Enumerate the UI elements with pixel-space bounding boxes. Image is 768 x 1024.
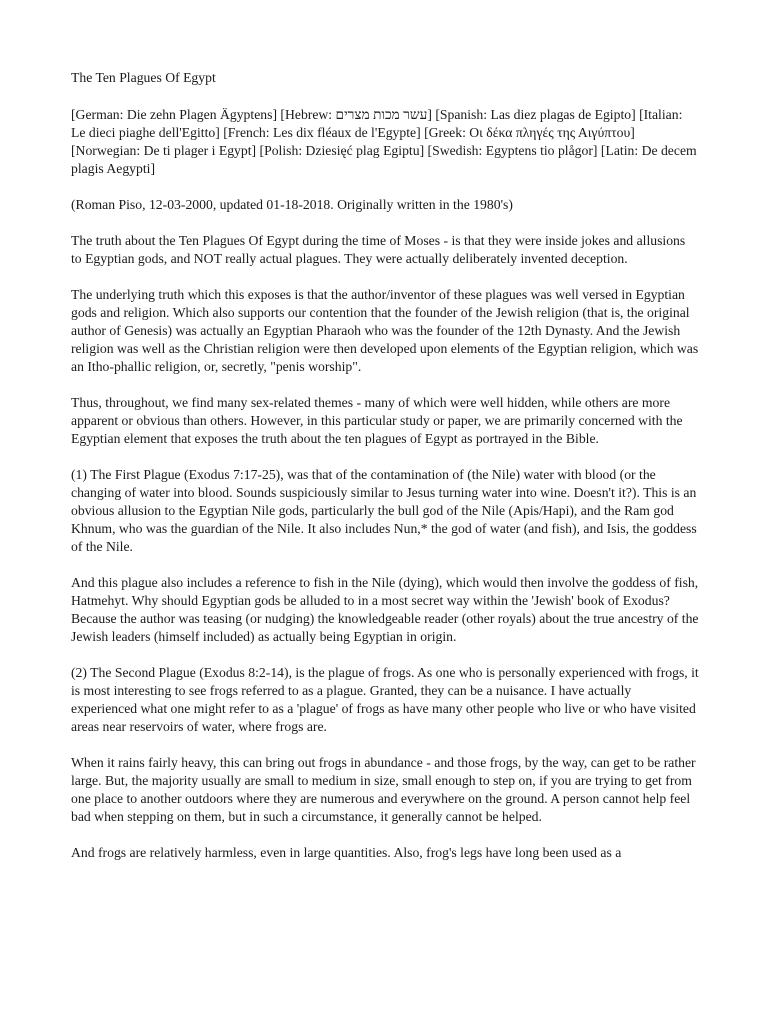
document-title: The Ten Plagues Of Egypt bbox=[71, 70, 216, 85]
body-paragraph: The truth about the Ten Plagues Of Egypt during the time of Moses - is that they were inside jokes and allusions to Egyptian gods, and NOT really actual plagues. They were actually deliberately invented deception. bbox=[71, 233, 686, 266]
body-paragraph: (2) The Second Plague (Exodus 8:2-14), is the plague of frogs. As one who is personally experienced with frogs, it is most interesting to see frogs referred to as a plague. Granted, they can be a nuisance. I have actually experienced what one might refer to as a 'plague' of frogs as have many other people who live or who have visited areas near reservoirs of water, where frogs are. bbox=[71, 665, 699, 734]
translations-paragraph: [German: Die zehn Plagen Ägyptens] [Hebrew: עשר מכות מצרים] [Spanish: Las diez plagas de Egipto] [Italian: Le dieci piaghe dell'Egitto] [French: Les dix fléaux de l'Egypte] [Greek: Οι δέκα πληγές της Αιγύπτου] [Norwegian: De ti plager i Egypt] [Polish: Dziesięć plag Egiptu] [Swedish: Egyptens tio plågor] [Latin: De decem plagis Aegypti] bbox=[71, 107, 697, 176]
body-paragraph: Thus, throughout, we find many sex-related themes - many of which were well hidden, while others are more apparent or obvious than others. However, in this particular study or paper, we are primarily concerned with the Egyptian element that exposes the truth about the ten plagues of Egypt as portrayed in the Bible. bbox=[71, 395, 683, 446]
body-paragraph: When it rains fairly heavy, this can bring out frogs in abundance - and those frogs, by the way, can get to be rather large. But, the majority usually are small to medium in size, small enough to step on, if you are trying to get from one place to another outdoors where they are numerous and everywhere on the ground. A person cannot help feel bad when stepping on them, but in such a circumstance, it generally cannot be helped. bbox=[71, 755, 696, 824]
byline-paragraph: (Roman Piso, 12-03-2000, updated 01-18-2018. Originally written in the 1980's) bbox=[71, 197, 513, 212]
document-page bbox=[71, 69, 699, 880]
body-paragraph: (1) The First Plague (Exodus 7:17-25), was that of the contamination of (the Nile) water with blood (or the changing of water into blood. Sounds suspiciously similar to Jesus turning water into wine. Doesn't it?). This is an obvious allusion to the Egyptian Nile gods, particularly the bull god of the Nile (Apis/Hapi), and the Ram god Khnum, who was the guardian of the Nile. It also includes Nun,* the god of water (and fish), and Isis, the goddess of the Nile. bbox=[71, 467, 697, 554]
body-paragraph: And frogs are relatively harmless, even in large quantities. Also, frog's legs have long been used as a bbox=[71, 845, 622, 860]
body-paragraph: And this plague also includes a reference to fish in the Nile (dying), which would then involve the goddess of fish, Hatmehyt. Why should Egyptian gods be alluded to in a most secret way within the 'Jewish' book of Exodus? Because the author was teasing (or nudging) the knowledgeable reader (other royals) about the true ancestry of the Jewish leaders (himself included) as actually being Egyptian in origin. bbox=[71, 575, 699, 644]
body-paragraph: The underlying truth which this exposes is that the author/inventor of these plagues was well versed in Egyptian gods and religion. Which also supports our contention that the founder of the Jewish religion (that is, the original author of Genesis) was actually an Egyptian Pharaoh who was the founder of the 12th Dynasty. And the Jewish religion was well as the Christian religion were then developed upon elements of the Egyptian religion, which was an Itho-phallic religion, or, secretly, "penis worship". bbox=[71, 287, 699, 374]
